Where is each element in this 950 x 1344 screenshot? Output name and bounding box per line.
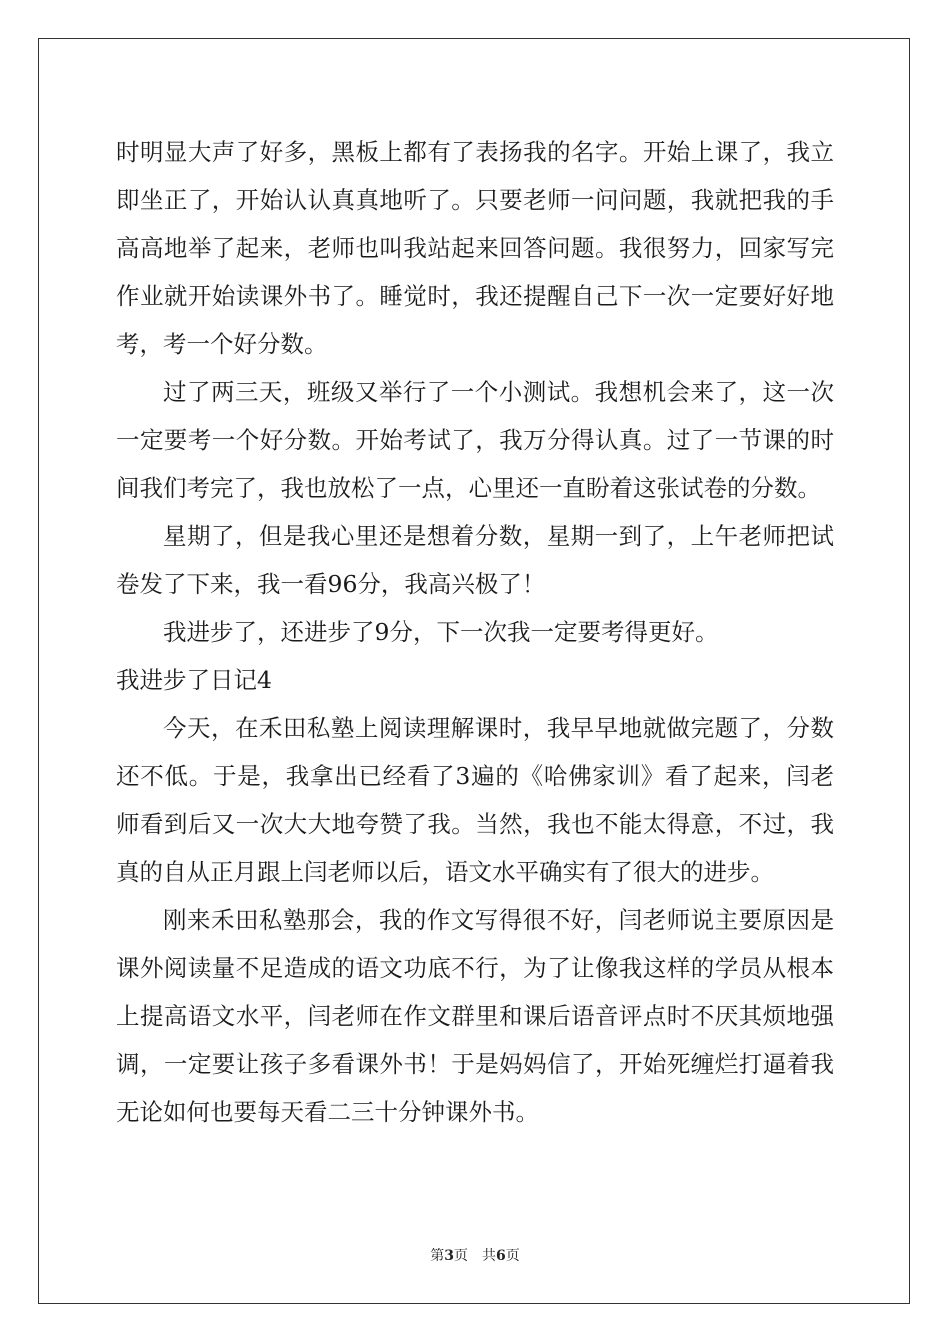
page-number: 3: [444, 1248, 454, 1264]
paragraph-1: 时明显大声了好多，黑板上都有了表扬我的名字。开始上课了，我立即坐正了，开始认认真真地听了。只要老师一问问题，我就把我的手高高地举了起来，老师也叫我站起来回答问题。我很努力，回家写完作业就开始读课外书了。睡觉时，我还提醒自己下一次一定要好好地考，考一个好分数。: [116, 138, 834, 358]
paragraph-4: 我进步了，还进步了9分，下一次我一定要考得更好。: [163, 618, 719, 646]
total-label-prefix: 共: [482, 1248, 496, 1264]
page-label-prefix: 第: [430, 1248, 445, 1264]
paragraph-6: 刚来禾田私塾那会，我的作文写得很不好，闫老师说主要原因是课外阅读量不足造成的语文功底不行，为了让像我这样的学员从根本上提高语文水平，闫老师在作文群里和课后语音评点时不厌其烦地强调，一定要让孩子多看课外书！于是妈妈信了，开始死缠烂打逼着我无论如何也要每天看二三十分钟课外书。: [116, 906, 834, 1126]
total-label-suffix: 页: [505, 1248, 520, 1264]
document-body: [116, 128, 834, 1136]
page-footer: [0, 1247, 950, 1265]
section-heading: 我进步了日记4: [116, 666, 272, 694]
paragraph-3: 星期了，但是我心里还是想着分数，星期一到了，上午老师把试卷发了下来，我一看96分，我高兴极了！: [116, 522, 834, 598]
paragraph-2: 过了两三天，班级又举行了一个小测试。我想机会来了，这一次一定要考一个好分数。开始考试了，我万分得认真。过了一节课的时间我们考完了，我也放松了一点，心里还一直盼着这张试卷的分数。: [116, 378, 834, 502]
page-label-suffix: 页: [454, 1248, 468, 1264]
total-pages: 6: [496, 1248, 506, 1264]
paragraph-5: 今天，在禾田私塾上阅读理解课时，我早早地就做完题了，分数还不低。于是，我拿出已经看了3遍的《哈佛家训》看了起来，闫老师看到后又一次大大地夸赞了我。当然，我也不能太得意，不过，我真的自从正月跟上闫老师以后，语文水平确实有了很大的进步。: [116, 714, 834, 886]
